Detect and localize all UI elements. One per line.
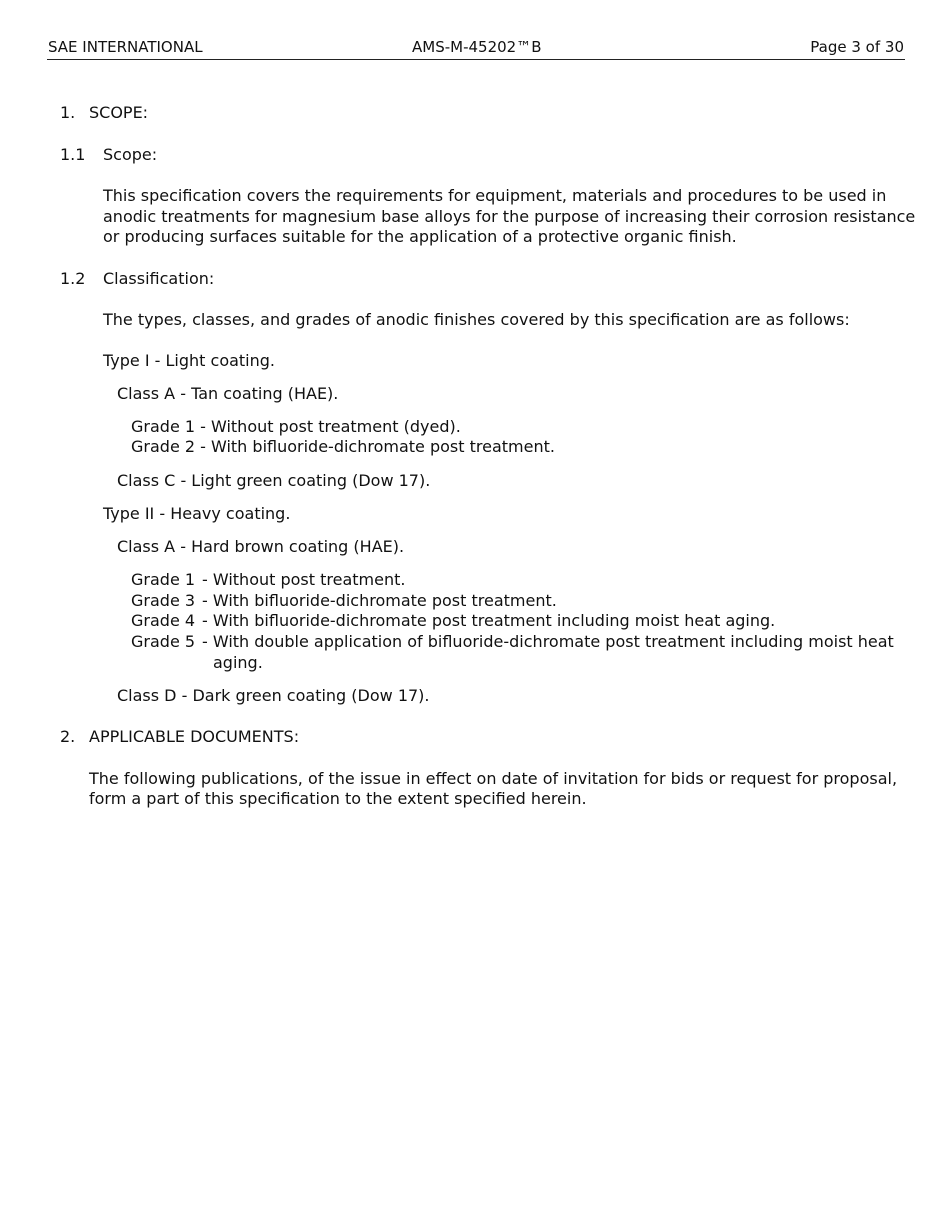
classification-intro: The types, classes, and grades of anodic finishes covered by this specification are as follows: [103, 310, 850, 329]
type-2-grade-text: - With bifluoride-dichromate post treatment. [202, 591, 557, 610]
type-1-class-a-grade: Grade 2 - With bifluoride-dichromate post treatment. [131, 437, 555, 456]
scope-paragraph-line: or producing surfaces suitable for the application of a protective organic finish. [103, 227, 737, 246]
header-org: SAE INTERNATIONAL [48, 38, 203, 56]
type-2-grade-label: Grade 1 [131, 570, 196, 589]
scope-paragraph-line: This specification covers the requirements for equipment, materials and procedures to be used in [103, 186, 887, 205]
applicable-documents-line: form a part of this specification to the extent specified herein. [89, 789, 587, 808]
section-1-2-title: Classification: [103, 269, 215, 288]
type-1-class-a-grade: Grade 1 - Without post treatment (dyed). [131, 417, 461, 436]
type-1-class-c-label: Class C - Light green coating (Dow 17). [117, 471, 431, 490]
applicable-documents-line: The following publications, of the issue in effect on date of invitation for bids or request for proposal, [89, 769, 898, 788]
type-2-grade-label: Grade 4 [131, 611, 196, 630]
type-2-label: Type II - Heavy coating. [103, 504, 291, 523]
type-2-class-d-label: Class D - Dark green coating (Dow 17). [117, 686, 430, 705]
section-1-1-title: Scope: [103, 145, 158, 164]
section-1-number: 1. [60, 103, 76, 122]
type-2-grade-label: Grade 3 [131, 591, 196, 610]
type-2-grade-text: - Without post treatment. [202, 570, 406, 589]
type-2-grade-label: Grade 5 [131, 632, 196, 651]
type-2-grade-text-continuation: aging. [213, 653, 263, 672]
header-page-number: Page 3 of 30 [810, 38, 904, 56]
type-2-class-a-label: Class A - Hard brown coating (HAE). [117, 537, 405, 556]
header-divider [47, 59, 905, 60]
section-2-title: APPLICABLE DOCUMENTS: [89, 727, 300, 746]
section-1-2-number: 1.2 [60, 269, 86, 288]
type-1-label: Type I - Light coating. [103, 351, 276, 370]
header-doc-number: AMS-M-45202™B [412, 38, 542, 56]
section-1-title: SCOPE: [89, 103, 149, 122]
section-2-number: 2. [60, 727, 76, 746]
type-1-class-a-label: Class A - Tan coating (HAE). [117, 384, 339, 403]
type-2-grade-text: - With double application of bifluoride-dichromate post treatment including moist heat [202, 632, 894, 651]
type-2-grade-text: - With bifluoride-dichromate post treatment including moist heat aging. [202, 611, 776, 630]
section-1-1-number: 1.1 [60, 145, 86, 164]
scope-paragraph-line: anodic treatments for magnesium base alloys for the purpose of increasing their corrosion resistance [103, 207, 916, 226]
